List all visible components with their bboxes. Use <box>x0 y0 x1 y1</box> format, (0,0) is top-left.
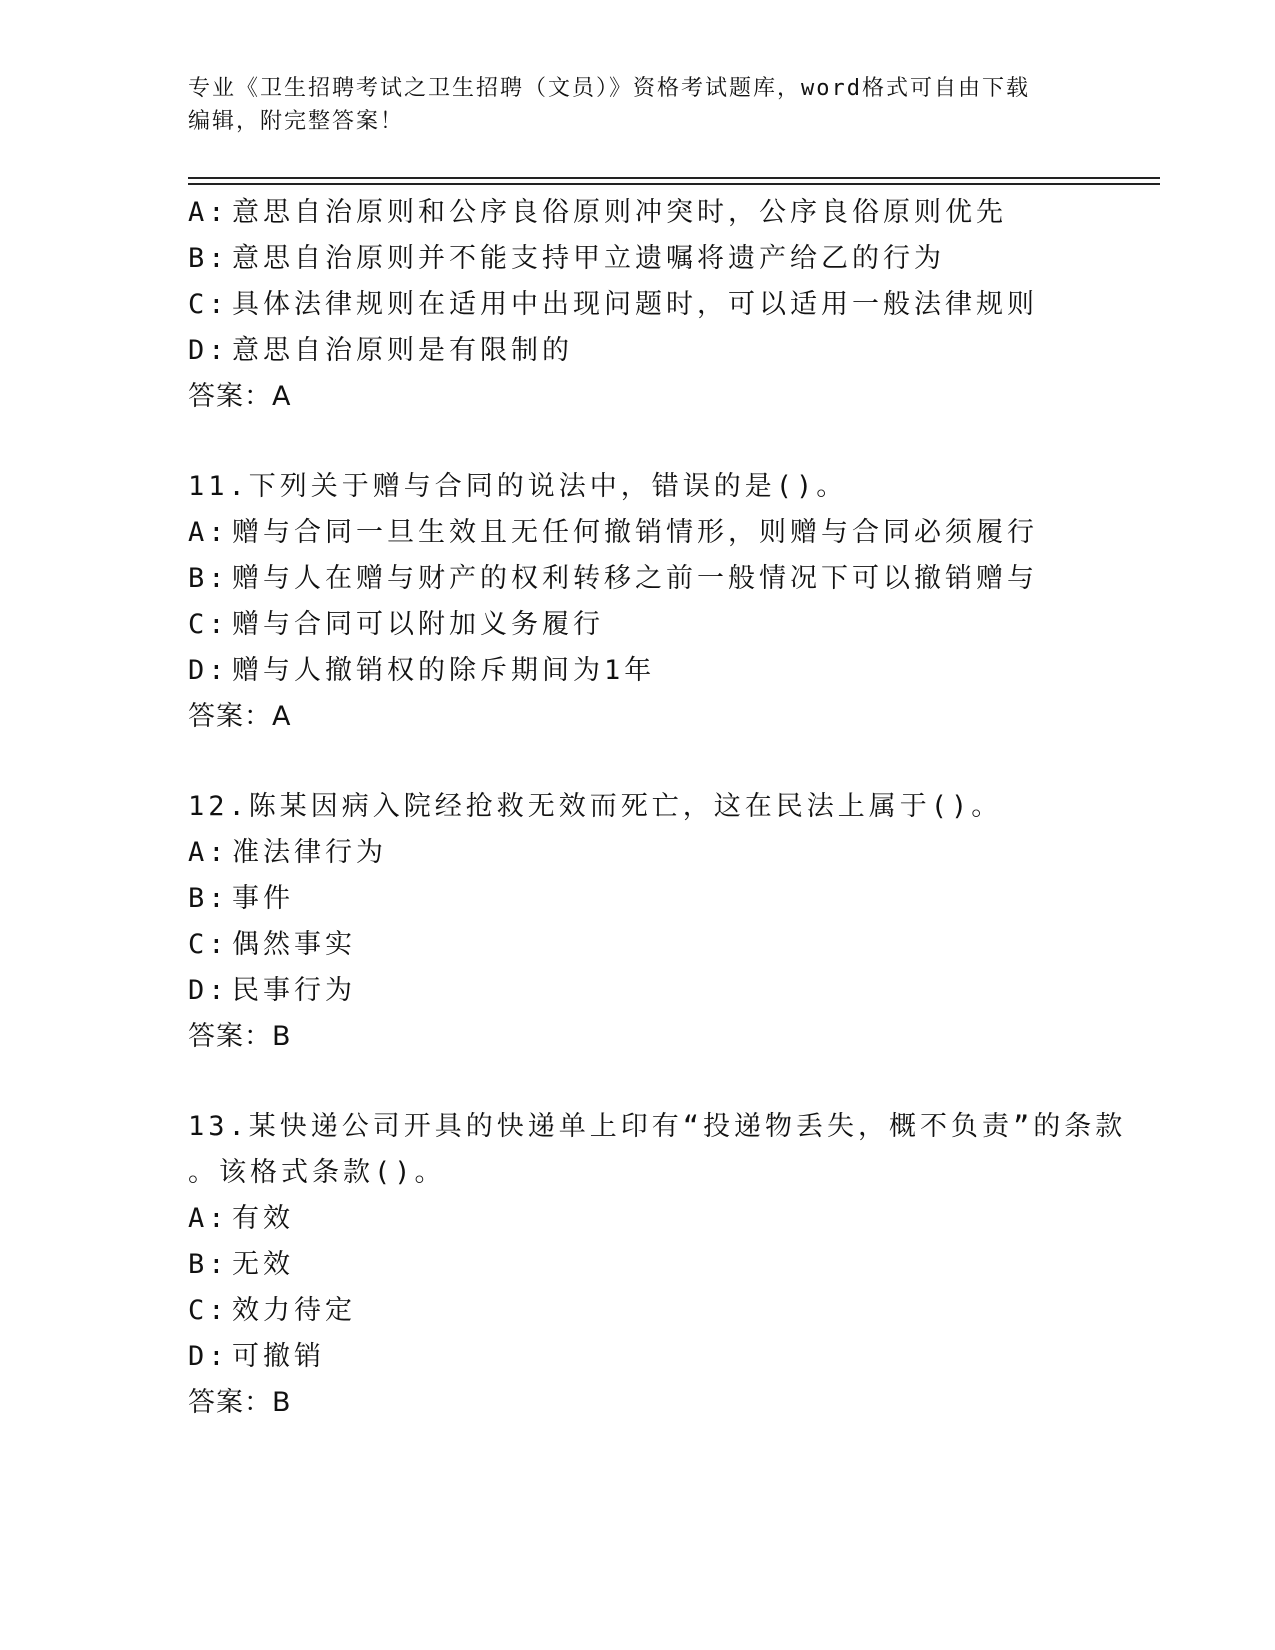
question-10 <box>188 190 1148 420</box>
option-key: D: <box>188 335 229 366</box>
option-c <box>188 1288 1148 1334</box>
question-text: 11.下列关于赠与合同的说法中，错误的是()。 <box>188 471 848 502</box>
option-key: C: <box>188 289 229 320</box>
option-text: 意思自治原则并不能支持甲立遗嘱将遗产给乙的行为 <box>232 243 945 274</box>
option-text: 赠与合同可以附加义务履行 <box>232 609 604 640</box>
option-key: B: <box>188 1249 229 1280</box>
option-key: B: <box>188 243 229 274</box>
answer-line: 答案：B <box>188 1021 292 1052</box>
option-b <box>188 876 1148 922</box>
option-d <box>188 328 1148 374</box>
option-key: C: <box>188 929 229 960</box>
answer-line: 答案：A <box>188 701 292 732</box>
question-text-line-2: 。该格式条款()。 <box>188 1157 446 1188</box>
option-key: B: <box>188 883 229 914</box>
option-key: D: <box>188 975 229 1006</box>
option-b <box>188 1242 1148 1288</box>
option-a <box>188 1196 1148 1242</box>
option-c <box>188 282 1148 328</box>
header-rule-top <box>188 177 1160 179</box>
question-text: 12.陈某因病入院经抢救无效而死亡，这在民法上属于()。 <box>188 791 1003 822</box>
option-d <box>188 648 1148 694</box>
option-text: 民事行为 <box>232 975 356 1006</box>
question-13 <box>188 1104 1148 1426</box>
option-text: 无效 <box>232 1249 294 1280</box>
option-text: 事件 <box>232 883 294 914</box>
option-key: D: <box>188 655 229 686</box>
option-c <box>188 922 1148 968</box>
answer-line: 答案：B <box>188 1387 292 1418</box>
option-c <box>188 602 1148 648</box>
option-text: 效力待定 <box>232 1295 356 1326</box>
header-rule-bottom <box>188 183 1160 185</box>
header-line-2: 编辑，附完整答案！ <box>188 109 405 134</box>
option-a <box>188 190 1148 236</box>
option-a <box>188 830 1148 876</box>
option-key: A: <box>188 517 229 548</box>
answer-line: 答案：A <box>188 381 292 412</box>
option-text: 意思自治原则和公序良俗原则冲突时，公序良俗原则优先 <box>232 197 1007 228</box>
header-line-1: 专业《卫生招聘考试之卫生招聘（文员）》资格考试题库，word格式可自由下载 <box>188 76 1030 101</box>
option-key: A: <box>188 197 229 228</box>
option-b <box>188 236 1148 282</box>
option-text: 准法律行为 <box>232 837 387 868</box>
option-key: B: <box>188 563 229 594</box>
question-12 <box>188 784 1148 1060</box>
question-11 <box>188 464 1148 740</box>
option-text: 意思自治原则是有限制的 <box>232 335 573 366</box>
option-text: 可撤销 <box>232 1341 325 1372</box>
option-text: 赠与人在赠与财产的权利转移之前一般情况下可以撤销赠与 <box>232 563 1038 594</box>
option-text: 具体法律规则在适用中出现问题时，可以适用一般法律规则 <box>232 289 1038 320</box>
option-a <box>188 510 1148 556</box>
option-text: 赠与人撤销权的除斥期间为1年 <box>232 655 656 686</box>
option-text: 有效 <box>232 1203 294 1234</box>
option-key: C: <box>188 1295 229 1326</box>
question-text-line-1: 13.某快递公司开具的快递单上印有“投递物丢失，概不负责”的条款 <box>188 1111 1127 1142</box>
question-list <box>188 190 1148 1426</box>
option-key: A: <box>188 1203 229 1234</box>
option-b <box>188 556 1148 602</box>
option-key: C: <box>188 609 229 640</box>
option-text: 赠与合同一旦生效且无任何撤销情形，则赠与合同必须履行 <box>232 517 1038 548</box>
option-text: 偶然事实 <box>232 929 356 960</box>
document-header <box>188 72 1088 138</box>
option-d <box>188 1334 1148 1380</box>
option-key: A: <box>188 837 229 868</box>
option-d <box>188 968 1148 1014</box>
option-key: D: <box>188 1341 229 1372</box>
